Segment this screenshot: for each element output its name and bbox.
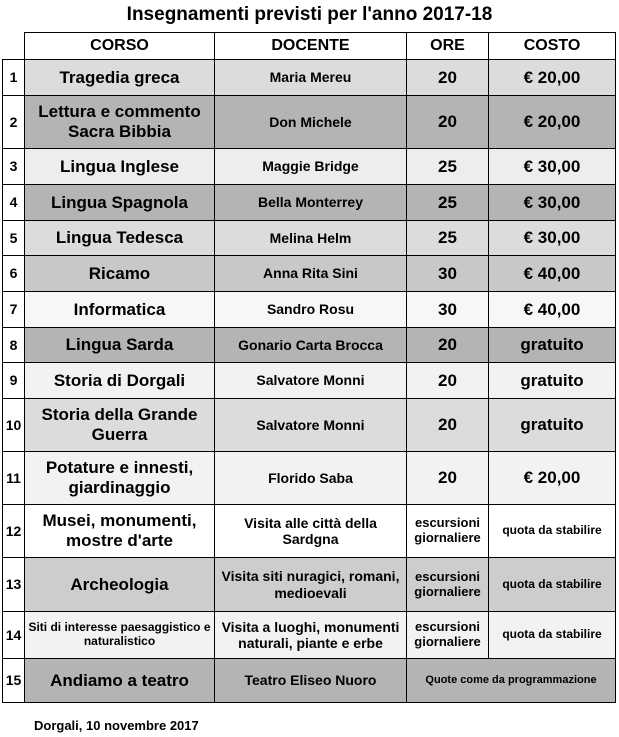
row-number: 13 — [3, 558, 25, 612]
row-number: 3 — [3, 149, 25, 185]
header-blank — [3, 33, 25, 60]
corso-cell: Lingua Spagnola — [25, 185, 215, 221]
costo-cell: quota da stabilire — [489, 558, 616, 612]
docente-cell: Visita alle città della Sardgna — [215, 505, 407, 558]
row-number: 1 — [3, 60, 25, 96]
docente-cell: Don Michele — [215, 96, 407, 149]
table-row — [3, 558, 616, 612]
docente-cell: Florido Saba — [215, 452, 407, 505]
costo-cell: gratuito — [489, 399, 616, 452]
costo-cell: € 40,00 — [489, 256, 616, 292]
table-row — [3, 612, 616, 659]
row-number: 6 — [3, 256, 25, 292]
docente-cell: Salvatore Monni — [215, 363, 407, 399]
table-row — [3, 185, 616, 221]
docente-cell: Teatro Eliseo Nuoro — [215, 659, 407, 703]
corso-cell: Musei, monumenti, mostre d'arte — [25, 505, 215, 558]
row-number: 2 — [3, 96, 25, 149]
header-docente: DOCENTE — [215, 33, 407, 60]
row-number: 7 — [3, 292, 25, 328]
ore-cell: 20 — [407, 399, 489, 452]
costo-cell: € 20,00 — [489, 60, 616, 96]
row-number: 15 — [3, 659, 25, 703]
table-row — [3, 363, 616, 399]
costo-cell: € 30,00 — [489, 149, 616, 185]
corso-cell: Lingua Inglese — [25, 149, 215, 185]
docente-cell: Visita a luoghi, monumenti naturali, piante e erbe — [215, 612, 407, 659]
costo-cell: gratuito — [489, 363, 616, 399]
ore-cell: 30 — [407, 292, 489, 328]
costo-cell: € 40,00 — [489, 292, 616, 328]
row-number: 4 — [3, 185, 25, 221]
table-row — [3, 221, 616, 256]
courses-table — [2, 32, 616, 703]
ore-cell: 20 — [407, 60, 489, 96]
header-corso: CORSO — [25, 33, 215, 60]
costo-cell: quota da stabilire — [489, 612, 616, 659]
costo-cell: € 20,00 — [489, 96, 616, 149]
row-number: 12 — [3, 505, 25, 558]
header-ore: ORE — [407, 33, 489, 60]
ore-cell: 25 — [407, 185, 489, 221]
docente-cell: Maria Mereu — [215, 60, 407, 96]
docente-cell: Anna Rita Sini — [215, 256, 407, 292]
footer-date: Dorgali, 10 novembre 2017 — [34, 718, 199, 733]
corso-cell: Archeologia — [25, 558, 215, 612]
header-row — [3, 33, 616, 60]
costo-cell: Quote come da programmazione — [407, 659, 616, 703]
corso-cell: Lingua Tedesca — [25, 221, 215, 256]
docente-cell: Sandro Rosu — [215, 292, 407, 328]
corso-cell: Tragedia greca — [25, 60, 215, 96]
table-row — [3, 452, 616, 505]
ore-cell: escursioni giornaliere — [407, 558, 489, 612]
table-row — [3, 659, 616, 703]
docente-cell: Maggie Bridge — [215, 149, 407, 185]
costo-cell: € 30,00 — [489, 221, 616, 256]
row-number: 5 — [3, 221, 25, 256]
corso-cell: Andiamo a teatro — [25, 659, 215, 703]
corso-cell: Storia di Dorgali — [25, 363, 215, 399]
corso-cell: Informatica — [25, 292, 215, 328]
ore-cell: 20 — [407, 96, 489, 149]
page-title: Insegnamenti previsti per l'anno 2017-18 — [126, 4, 493, 25]
docente-cell: Melina Helm — [215, 221, 407, 256]
table-row — [3, 505, 616, 558]
table-row — [3, 256, 616, 292]
corso-cell: Potature e innesti, giardinaggio — [25, 452, 215, 505]
corso-cell: Ricamo — [25, 256, 215, 292]
table-row — [3, 328, 616, 363]
table-row — [3, 399, 616, 452]
row-number: 14 — [3, 612, 25, 659]
costo-cell: € 30,00 — [489, 185, 616, 221]
table-row — [3, 292, 616, 328]
costo-cell: € 20,00 — [489, 452, 616, 505]
docente-cell: Visita siti nuragici, romani, medioevali — [215, 558, 407, 612]
ore-cell: 25 — [407, 149, 489, 185]
ore-cell: 20 — [407, 328, 489, 363]
ore-cell: 20 — [407, 452, 489, 505]
costo-cell: gratuito — [489, 328, 616, 363]
docente-cell: Bella Monterrey — [215, 185, 407, 221]
ore-cell: 30 — [407, 256, 489, 292]
table-row — [3, 60, 616, 96]
table-row — [3, 96, 616, 149]
corso-cell: Siti di interesse paesaggistico e naturalistico — [25, 612, 215, 659]
corso-cell: Storia della Grande Guerra — [25, 399, 215, 452]
ore-cell: 25 — [407, 221, 489, 256]
docente-cell: Gonario Carta Brocca — [215, 328, 407, 363]
row-number: 10 — [3, 399, 25, 452]
row-number: 9 — [3, 363, 25, 399]
row-number: 11 — [3, 452, 25, 505]
header-costo: COSTO — [489, 33, 616, 60]
docente-cell: Salvatore Monni — [215, 399, 407, 452]
corso-cell: Lingua Sarda — [25, 328, 215, 363]
corso-cell: Lettura e commento Sacra Bibbia — [25, 96, 215, 149]
ore-cell: escursioni giornaliere — [407, 505, 489, 558]
ore-cell: 20 — [407, 363, 489, 399]
table-row — [3, 149, 616, 185]
row-number: 8 — [3, 328, 25, 363]
costo-cell: quota da stabilire — [489, 505, 616, 558]
ore-cell: escursioni giornaliere — [407, 612, 489, 659]
